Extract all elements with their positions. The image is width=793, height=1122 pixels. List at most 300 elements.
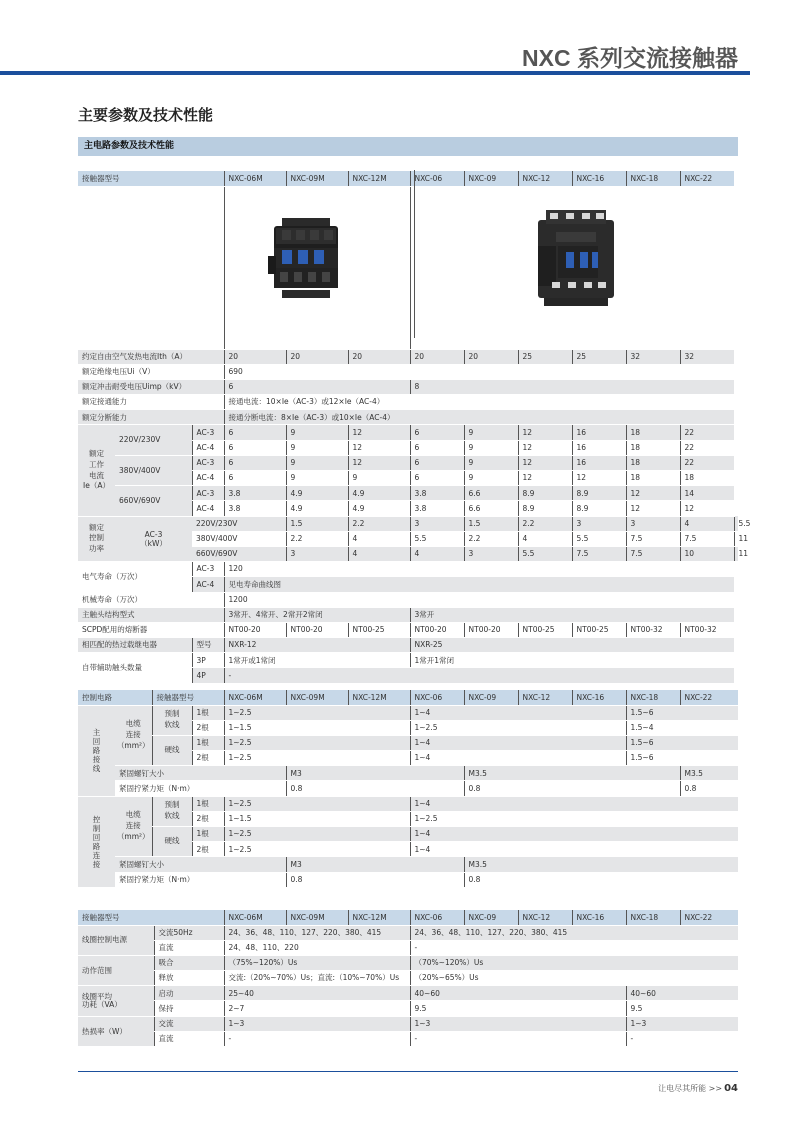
table-cell: NXC-12 bbox=[518, 910, 572, 925]
ie-row bbox=[78, 486, 738, 501]
table-cell: 8.9 bbox=[518, 486, 572, 501]
table-cell: NXC-06 bbox=[410, 910, 464, 925]
start-row bbox=[78, 986, 738, 1001]
table-cell: 8.9 bbox=[572, 501, 626, 516]
main-label: 主 回 路 接 线 bbox=[78, 705, 115, 796]
cable-label: 电缆 连接 （mm²） bbox=[115, 796, 152, 857]
table-cell: 3 bbox=[410, 516, 464, 531]
table-cell: 约定自由空气发热电流Ith（A） bbox=[78, 349, 224, 364]
nxc-product-photo bbox=[532, 206, 620, 310]
main-screw-row bbox=[78, 766, 738, 781]
hard-wire-label: 硬线 bbox=[152, 735, 192, 765]
coil-dc-row bbox=[78, 940, 738, 955]
ith-row bbox=[78, 349, 738, 364]
table-cell: 直流 bbox=[154, 1031, 224, 1046]
main-row bbox=[78, 705, 738, 720]
table-cell: NT00-25 bbox=[518, 622, 572, 637]
cable-label: 电缆 连接 （mm²） bbox=[115, 705, 152, 766]
table-cell: 4 bbox=[518, 531, 572, 546]
voltage-label: 660V/690V bbox=[192, 546, 286, 561]
table-cell: 7.5 bbox=[626, 531, 680, 546]
table-cell: 16 bbox=[572, 425, 626, 440]
table-cell: NXC-06M bbox=[224, 910, 286, 925]
table-cell: 1~2.5 bbox=[224, 705, 410, 720]
table-cell: 12 bbox=[518, 455, 572, 470]
footer-slogan: 让电尽其所能 >> bbox=[658, 1084, 723, 1093]
page-number: 04 bbox=[724, 1083, 738, 1094]
table-cell: 2根 bbox=[192, 751, 224, 766]
table-cell: - bbox=[626, 1031, 738, 1046]
table-cell: 25 bbox=[518, 349, 572, 364]
make-row bbox=[78, 395, 738, 410]
table-cell: 1根 bbox=[192, 705, 224, 720]
table-cell: 18 bbox=[626, 440, 680, 455]
table-cell: 32 bbox=[626, 349, 680, 364]
table-cell: 12 bbox=[348, 425, 410, 440]
table-cell: 1~4 bbox=[410, 735, 626, 750]
table-cell: 1~2.5 bbox=[224, 827, 410, 842]
voltage-label: 660V/690V bbox=[115, 486, 192, 516]
table-cell: NXC-06M bbox=[224, 690, 286, 705]
table-cell: 交流 bbox=[154, 1016, 224, 1031]
ie-row bbox=[78, 425, 738, 440]
table-cell: 6 bbox=[410, 471, 464, 486]
table-cell: 4 bbox=[410, 546, 464, 561]
model-header: NXC-22 bbox=[680, 171, 734, 186]
table-cell: 20 bbox=[286, 349, 348, 364]
table-cell: 0.8 bbox=[464, 781, 680, 796]
table-cell: 2.2 bbox=[518, 516, 572, 531]
table-cell: 0.8 bbox=[286, 872, 464, 887]
table-cell: 5.5 bbox=[518, 546, 572, 561]
table-cell: M3.5 bbox=[464, 857, 738, 872]
table-cell: - bbox=[224, 668, 734, 683]
table-cell: 1~2.5 bbox=[224, 796, 410, 811]
table-cell: 4 bbox=[348, 546, 410, 561]
break-row bbox=[78, 410, 738, 425]
table-cell: 1.5~6 bbox=[626, 705, 738, 720]
table-cell: 6.6 bbox=[464, 501, 518, 516]
table-cell: 热损率（W） bbox=[78, 1016, 154, 1046]
table-cell: 1根 bbox=[192, 796, 224, 811]
pull-row bbox=[78, 955, 738, 970]
section-bar: 主电路参数及技术性能 bbox=[78, 137, 738, 156]
table-cell: 启动 bbox=[154, 986, 224, 1001]
release-row bbox=[78, 971, 738, 986]
table-cell: 12 bbox=[518, 425, 572, 440]
heat-dc-row bbox=[78, 1031, 738, 1046]
table-cell: 1~3 bbox=[626, 1016, 738, 1031]
table-cell: 12 bbox=[626, 501, 680, 516]
category-label: AC-4 bbox=[192, 501, 224, 516]
table-cell: 12 bbox=[572, 471, 626, 486]
table-cell: 接通电流：10×Ie（AC-3）或12×Ie（AC-4） bbox=[224, 395, 734, 410]
table-cell: 20 bbox=[224, 349, 286, 364]
table-cell: - bbox=[410, 940, 738, 955]
table-cell: M3 bbox=[286, 766, 464, 781]
table-cell: 12 bbox=[626, 486, 680, 501]
table-cell: 25 bbox=[572, 349, 626, 364]
table-cell: 1~2.5 bbox=[224, 751, 410, 766]
model-header: NXC-09M bbox=[286, 171, 348, 186]
table-cell: 3常开、4常开、2常开2常闭 bbox=[224, 607, 410, 622]
table-cell: 6 bbox=[224, 455, 286, 470]
table-cell: 紧固拧紧力矩（N·m） bbox=[115, 781, 286, 796]
image-row bbox=[78, 186, 738, 349]
table-cell: NT00-20 bbox=[464, 622, 518, 637]
table-cell: NT00-20 bbox=[224, 622, 286, 637]
table-cell: 3 bbox=[286, 546, 348, 561]
table-cell: NXC-12 bbox=[518, 690, 572, 705]
table-cell: 额定接通能力 bbox=[78, 395, 224, 410]
power-category: AC-3 （kW） bbox=[115, 516, 192, 562]
table-cell: 1根 bbox=[192, 827, 224, 842]
table-cell: （75%~120%）Us bbox=[224, 955, 410, 970]
table-cell: 吸合 bbox=[154, 955, 224, 970]
table-cell: 相匹配的热过载继电器 bbox=[78, 638, 192, 653]
table-cell: NT00-25 bbox=[572, 622, 626, 637]
table-cell: 20 bbox=[348, 349, 410, 364]
table-cell: 3.8 bbox=[224, 501, 286, 516]
ctrl-label: 控 制 回 路 连 接 bbox=[78, 796, 115, 887]
table-cell: 9 bbox=[464, 440, 518, 455]
header-row bbox=[78, 171, 738, 186]
footer-rule bbox=[78, 1071, 738, 1072]
table-cell: 16 bbox=[572, 455, 626, 470]
table-cell: NT00-25 bbox=[348, 622, 410, 637]
heat-ac-row bbox=[78, 1016, 738, 1031]
table-cell: 9 bbox=[348, 471, 410, 486]
table-cell: NXC-09M bbox=[286, 910, 348, 925]
table-cell: 22 bbox=[680, 440, 734, 455]
ui-row bbox=[78, 364, 738, 379]
table-cell: 120 bbox=[224, 562, 734, 577]
table-cell: 型号 bbox=[192, 638, 224, 653]
table-cell: NXC-22 bbox=[680, 690, 738, 705]
coil-ac-row bbox=[78, 925, 738, 940]
table-cell: 10 bbox=[680, 546, 734, 561]
table-cell: M3.5 bbox=[680, 766, 738, 781]
coil-table bbox=[78, 910, 738, 1047]
table-cell: 额定冲击耐受电压Uimp（kV） bbox=[78, 379, 224, 394]
table-cell: NXR-25 bbox=[410, 638, 734, 653]
table-cell: AC-3 bbox=[192, 562, 224, 577]
category-label: AC-4 bbox=[192, 471, 224, 486]
table-cell: 5.5 bbox=[734, 516, 738, 531]
table-cell: NXC-12M bbox=[348, 690, 410, 705]
table-cell: 1~3 bbox=[410, 1016, 626, 1031]
table-cell: 0.8 bbox=[464, 872, 738, 887]
table-cell: NXR-12 bbox=[224, 638, 410, 653]
table-cell: NXC-22 bbox=[680, 910, 738, 925]
table-cell: 机械寿命（万次） bbox=[78, 592, 224, 607]
table-cell: NXC-09M bbox=[286, 690, 348, 705]
table-cell: 1~4 bbox=[410, 842, 738, 857]
table-cell: 2.2 bbox=[348, 516, 410, 531]
table-cell: 4.9 bbox=[286, 486, 348, 501]
nxc-06m-product-photo bbox=[268, 210, 344, 308]
table-cell: 2.2 bbox=[464, 531, 518, 546]
table-cell: 9 bbox=[464, 471, 518, 486]
category-label: AC-3 bbox=[192, 425, 224, 440]
table-cell: 紧固螺钉大小 bbox=[115, 857, 286, 872]
table-cell: 额定绝缘电压Ui（V） bbox=[78, 364, 224, 379]
power-label: 额定 控制 功率 bbox=[78, 516, 115, 562]
table-cell: SCPD配用的熔断器 bbox=[78, 622, 224, 637]
table-cell: 6 bbox=[410, 440, 464, 455]
table-cell: 9.5 bbox=[410, 1001, 626, 1016]
relay-row bbox=[78, 638, 738, 653]
table-cell: 11 bbox=[734, 531, 738, 546]
voltage-label: 220V/230V bbox=[115, 425, 192, 455]
table-cell: 22 bbox=[680, 455, 734, 470]
table-cell: 40~60 bbox=[410, 986, 626, 1001]
table-cell: 3 bbox=[626, 516, 680, 531]
table-cell: 1.5~6 bbox=[626, 751, 738, 766]
table-cell: M3 bbox=[286, 857, 464, 872]
table-cell: 1~4 bbox=[410, 751, 626, 766]
table-cell: 22 bbox=[680, 425, 734, 440]
table-cell: 18 bbox=[626, 425, 680, 440]
table-cell: 1~1.5 bbox=[224, 720, 410, 735]
table-cell: 690 bbox=[224, 364, 734, 379]
table-cell: 1~2.5 bbox=[224, 842, 410, 857]
table-cell: 交流:（20%~70%）Us；直流:（10%~70%）Us bbox=[224, 971, 410, 986]
table-cell: 2.2 bbox=[286, 531, 348, 546]
table-cell: NXC-18 bbox=[626, 690, 680, 705]
table-cell: 3 bbox=[572, 516, 626, 531]
table-cell: 2根 bbox=[192, 811, 224, 826]
table-cell: 9 bbox=[286, 471, 348, 486]
image-divider bbox=[414, 170, 415, 338]
table-cell: 7.5 bbox=[626, 546, 680, 561]
uimp-row bbox=[78, 379, 738, 394]
table-cell: 0.8 bbox=[680, 781, 738, 796]
table-cell: 7.5 bbox=[572, 546, 626, 561]
voltage-label: 220V/230V bbox=[192, 516, 286, 531]
table-cell: 2根 bbox=[192, 842, 224, 857]
table-cell: 3P bbox=[192, 653, 224, 668]
table-cell: 24、36、48、110、127、220、380、415 bbox=[224, 925, 410, 940]
table-cell: 4.9 bbox=[348, 486, 410, 501]
aux-row-3p bbox=[78, 653, 738, 668]
model-header: NXC-12M bbox=[348, 171, 410, 186]
table-cell: （70%~120%）Us bbox=[410, 955, 738, 970]
wiring-table bbox=[78, 690, 738, 888]
table-cell: NT00-20 bbox=[286, 622, 348, 637]
main-circuit-table bbox=[78, 171, 751, 684]
image-row-label bbox=[78, 186, 224, 349]
table-cell: 1.5~4 bbox=[626, 720, 738, 735]
table-cell: 6 bbox=[224, 471, 286, 486]
table-cell: 接通分断电流：8×Ie（AC-3）或10×Ie（AC-4） bbox=[224, 410, 734, 425]
model-label: 接触器型号 bbox=[78, 171, 224, 186]
category-label: AC-3 bbox=[192, 455, 224, 470]
table-cell: 接触器型号 bbox=[152, 690, 224, 705]
table-cell: 18 bbox=[626, 455, 680, 470]
table-cell: 9 bbox=[286, 425, 348, 440]
table-cell: 18 bbox=[626, 471, 680, 486]
model-header: NXC-06 bbox=[410, 171, 464, 186]
table-cell: 12 bbox=[348, 440, 410, 455]
table-cell: NXC-16 bbox=[572, 910, 626, 925]
table-cell: NXC-18 bbox=[626, 910, 680, 925]
model-header: NXC-18 bbox=[626, 171, 680, 186]
table-cell: 9 bbox=[286, 440, 348, 455]
table-cell: 1.5 bbox=[286, 516, 348, 531]
table-cell: 4.9 bbox=[348, 501, 410, 516]
table-cell: 18 bbox=[680, 471, 734, 486]
table-cell: 25~40 bbox=[224, 986, 410, 1001]
table-cell: NXC-06 bbox=[410, 690, 464, 705]
table-cell: 12 bbox=[518, 440, 572, 455]
table-cell: 6 bbox=[224, 425, 286, 440]
footer bbox=[590, 1083, 738, 1094]
struct-row bbox=[78, 607, 738, 622]
table-cell: 8 bbox=[410, 379, 734, 394]
table-cell: 9 bbox=[464, 425, 518, 440]
table-cell: 4P bbox=[192, 668, 224, 683]
table-cell: 24、48、110、220 bbox=[224, 940, 410, 955]
table-cell: 3.8 bbox=[410, 501, 464, 516]
table-cell: 1~3 bbox=[224, 1016, 410, 1031]
table-cell: 12 bbox=[680, 501, 734, 516]
document-title: NXC 系列交流接触器 bbox=[522, 45, 738, 71]
table-cell: 3常开 bbox=[410, 607, 734, 622]
table-cell: NT00-32 bbox=[680, 622, 734, 637]
table-cell: 32 bbox=[680, 349, 734, 364]
power-row bbox=[78, 516, 738, 531]
table-cell: 直流 bbox=[154, 940, 224, 955]
table-cell: 1~2.5 bbox=[224, 735, 410, 750]
table-cell: 9.5 bbox=[626, 1001, 738, 1016]
model-header: NXC-16 bbox=[572, 171, 626, 186]
table-cell: 控制电路 bbox=[78, 690, 152, 705]
table-cell: 1常开或1常闭 bbox=[224, 653, 410, 668]
voltage-label: 380V/400V bbox=[192, 531, 286, 546]
table-cell: 3.8 bbox=[410, 486, 464, 501]
hold-row bbox=[78, 1001, 738, 1016]
header-rule bbox=[0, 71, 750, 75]
table-cell: 1根 bbox=[192, 735, 224, 750]
table-cell: 24、36、48、110、127、220、380、415 bbox=[410, 925, 738, 940]
table-cell: 8.9 bbox=[572, 486, 626, 501]
table-cell: 1~2.5 bbox=[410, 811, 738, 826]
category-label: AC-3 bbox=[192, 486, 224, 501]
category-label: AC-4 bbox=[192, 440, 224, 455]
table-cell: 8.9 bbox=[518, 501, 572, 516]
table-cell: 4.9 bbox=[286, 501, 348, 516]
table-cell: 6.6 bbox=[464, 486, 518, 501]
table-cell: 40~60 bbox=[626, 986, 738, 1001]
fuse-row bbox=[78, 622, 738, 637]
table-cell: 1~4 bbox=[410, 705, 626, 720]
table-cell: AC-4 bbox=[192, 577, 224, 592]
table-cell: 2根 bbox=[192, 720, 224, 735]
ctrl-screw-row bbox=[78, 857, 738, 872]
table-cell: 额定分断能力 bbox=[78, 410, 224, 425]
soft-wire-label: 预制 软线 bbox=[152, 705, 192, 735]
voltage-label: 380V/400V bbox=[115, 455, 192, 485]
main-screw-row bbox=[78, 781, 738, 796]
table-cell: 6 bbox=[224, 379, 410, 394]
table-cell: 交流50Hz bbox=[154, 925, 224, 940]
table-cell: 4 bbox=[680, 516, 734, 531]
table-cell: 3 bbox=[464, 546, 518, 561]
table-cell: 16 bbox=[572, 440, 626, 455]
table-cell: 6 bbox=[224, 440, 286, 455]
table-cell: 1~4 bbox=[410, 796, 738, 811]
table-cell: 自带辅助触头数量 bbox=[78, 653, 192, 683]
table-cell: 紧固拧紧力矩（N·m） bbox=[115, 872, 286, 887]
ctrl-row bbox=[78, 827, 738, 842]
table-cell: 电气寿命（万次） bbox=[78, 562, 192, 592]
table-cell: - bbox=[410, 1031, 626, 1046]
table-cell: 14 bbox=[680, 486, 734, 501]
table-cell: 9 bbox=[286, 455, 348, 470]
ie-row bbox=[78, 455, 738, 470]
table-cell: NT00-20 bbox=[410, 622, 464, 637]
hard-wire-label: 硬线 bbox=[152, 827, 192, 857]
table-cell: 主触头结构型式 bbox=[78, 607, 224, 622]
table-cell: NT00-32 bbox=[626, 622, 680, 637]
table-cell: 释放 bbox=[154, 971, 224, 986]
table-cell: 紧固螺钉大小 bbox=[115, 766, 286, 781]
table-cell: NXC-09 bbox=[464, 910, 518, 925]
table-cell: 1常开1常闭 bbox=[410, 653, 734, 668]
table-cell: 保持 bbox=[154, 1001, 224, 1016]
table-cell: 接触器型号 bbox=[78, 910, 224, 925]
table-cell: 20 bbox=[410, 349, 464, 364]
main-row bbox=[78, 735, 738, 750]
table-cell: 1.5~6 bbox=[626, 735, 738, 750]
soft-wire-label: 预制 软线 bbox=[152, 796, 192, 826]
table-cell: 1~1.5 bbox=[224, 811, 410, 826]
model-header: NXC-06M bbox=[224, 171, 286, 186]
table-cell: NXC-09 bbox=[464, 690, 518, 705]
model-header: NXC-12 bbox=[518, 171, 572, 186]
table-cell: 5.5 bbox=[410, 531, 464, 546]
table-cell: 2~7 bbox=[224, 1001, 410, 1016]
table-cell: 6 bbox=[410, 425, 464, 440]
table-cell: 1200 bbox=[224, 592, 734, 607]
header-row bbox=[78, 690, 738, 705]
table-cell: 线圈平均 功耗（VA） bbox=[78, 986, 154, 1016]
table-cell: 12 bbox=[348, 455, 410, 470]
table-cell: 4 bbox=[348, 531, 410, 546]
table-cell: 线圈控制电源 bbox=[78, 925, 154, 955]
table-cell: 动作范围 bbox=[78, 955, 154, 985]
table-cell: 见电寿命曲线图 bbox=[224, 577, 734, 592]
table-cell: - bbox=[224, 1031, 410, 1046]
table-cell: NXC-12M bbox=[348, 910, 410, 925]
table-cell: 20 bbox=[464, 349, 518, 364]
table-cell: 0.8 bbox=[286, 781, 464, 796]
table-cell: 6 bbox=[410, 455, 464, 470]
mlife-row bbox=[78, 592, 738, 607]
table-cell: 5.5 bbox=[572, 531, 626, 546]
table-cell: NXC-16 bbox=[572, 690, 626, 705]
ctrl-row bbox=[78, 796, 738, 811]
table-cell: M3.5 bbox=[464, 766, 680, 781]
header-row bbox=[78, 910, 738, 925]
table-cell: 1~2.5 bbox=[410, 720, 626, 735]
table-cell: 1~4 bbox=[410, 827, 738, 842]
table-cell: 1.5 bbox=[464, 516, 518, 531]
model-header: NXC-09 bbox=[464, 171, 518, 186]
table-cell: 11 bbox=[734, 546, 738, 561]
table-cell: 12 bbox=[518, 471, 572, 486]
